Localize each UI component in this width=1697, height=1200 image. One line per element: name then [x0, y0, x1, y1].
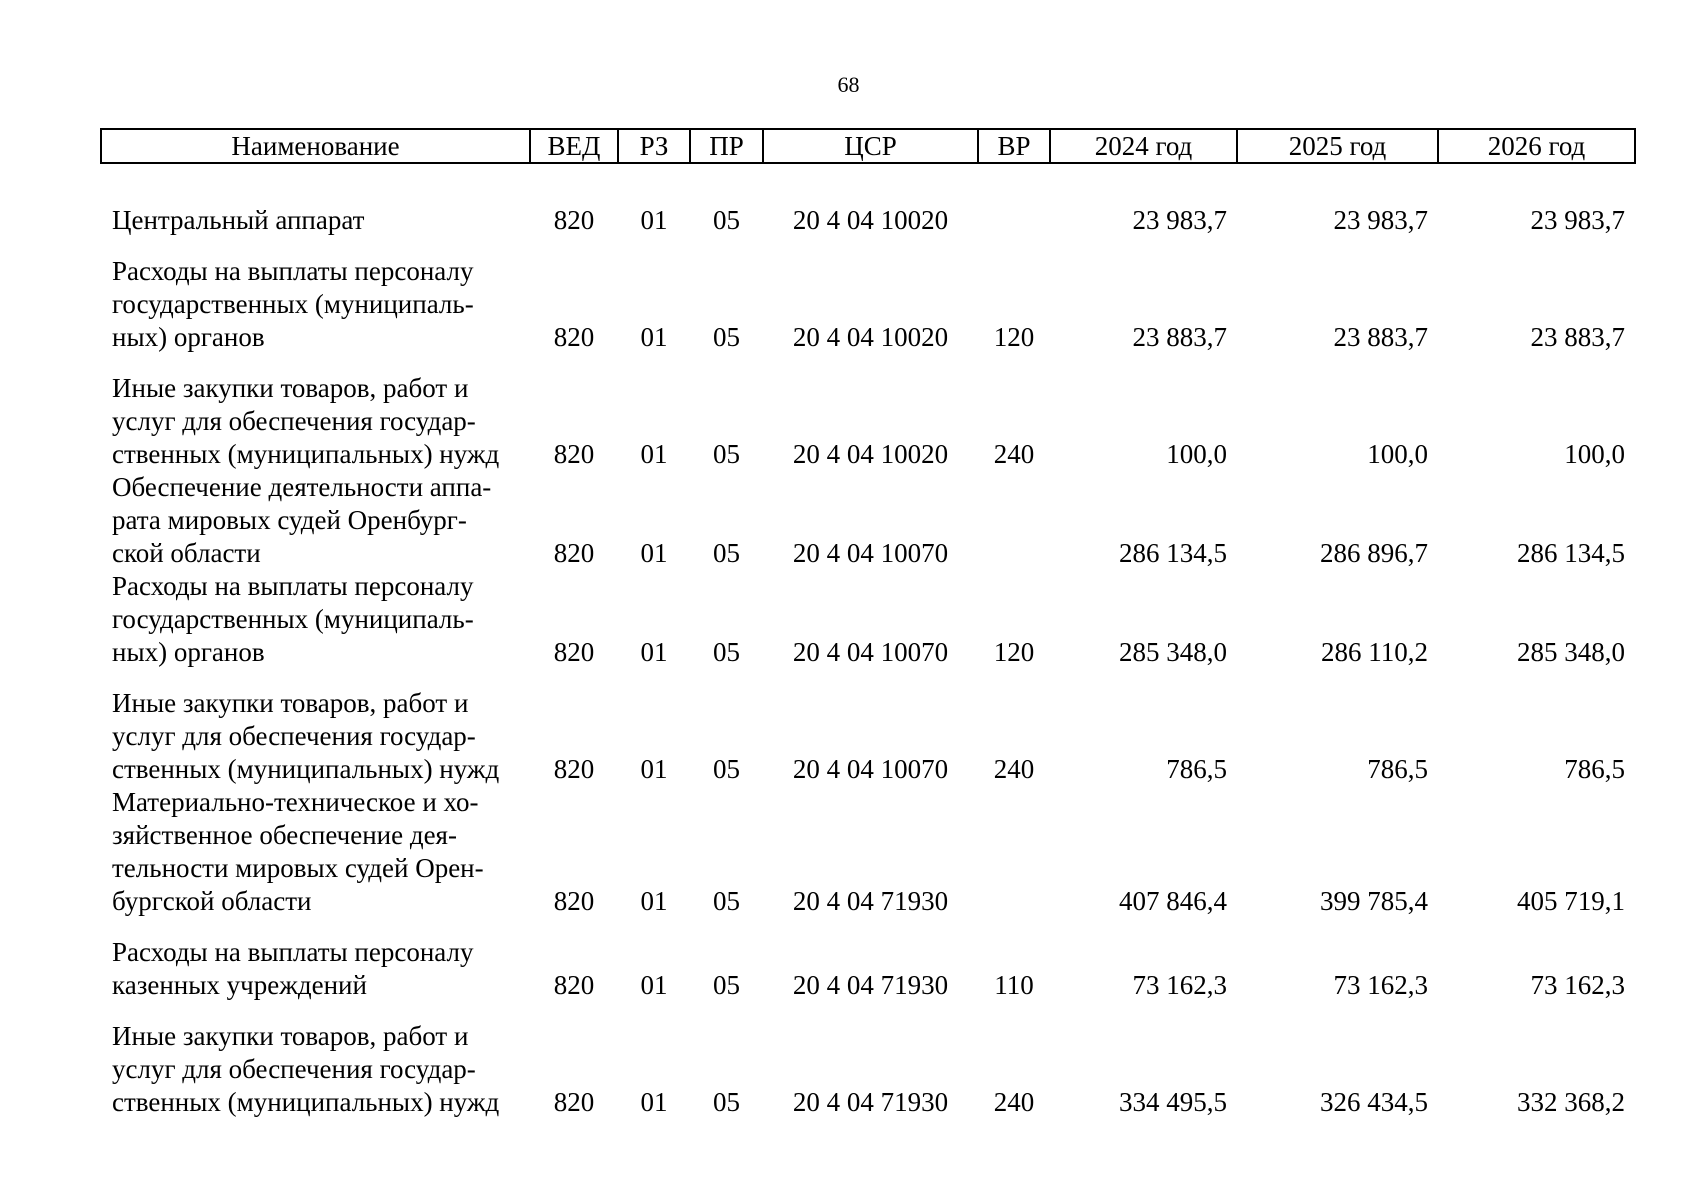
header-ved: ВЕД — [530, 129, 618, 163]
cell-csr: 20 4 04 10020 — [792, 322, 949, 352]
cell-2024: 23 983,7 — [1132, 205, 1227, 235]
cell-name: Иные закупки товаров, работ и услуг для обеспечения государ- ственных (муниципальных) нужд — [112, 373, 500, 469]
cell-2026: 405 719,1 — [1517, 886, 1625, 916]
table-row — [101, 918, 1635, 1002]
cell-pr: 05 — [713, 637, 740, 667]
cell-2024: 23 883,7 — [1132, 322, 1227, 352]
cell-pr: 05 — [713, 322, 740, 352]
cell-name: Иные закупки товаров, работ и услуг для обеспечения государ- ственных (муниципальных) нужд — [112, 688, 500, 784]
table-row — [101, 786, 1635, 918]
cell-csr: 20 4 04 71930 — [792, 970, 949, 1000]
cell-2025: 73 162,3 — [1333, 970, 1428, 1000]
cell-2025: 23 983,7 — [1333, 205, 1428, 235]
cell-ved: 820 — [553, 322, 595, 352]
cell-csr: 20 4 04 10070 — [792, 637, 949, 667]
cell-rz: 01 — [640, 205, 668, 235]
cell-pr: 05 — [713, 886, 740, 916]
cell-ved: 820 — [553, 637, 595, 667]
header-name: Наименование — [101, 129, 530, 163]
cell-ved: 820 — [553, 439, 595, 469]
page-number: 68 — [837, 72, 860, 97]
table-row — [101, 354, 1635, 471]
table-row — [101, 204, 1635, 237]
table-row — [101, 237, 1635, 354]
cell-pr: 05 — [713, 538, 740, 568]
cell-2026: 73 162,3 — [1530, 970, 1625, 1000]
cell-2024: 286 134,5 — [1119, 538, 1227, 568]
cell-rz: 01 — [640, 886, 668, 916]
cell-pr: 05 — [713, 970, 740, 1000]
cell-pr: 05 — [713, 205, 740, 235]
cell-pr: 05 — [713, 754, 740, 784]
cell-rz: 01 — [640, 970, 668, 1000]
cell-pr: 05 — [713, 1087, 740, 1117]
cell-2026: 23 983,7 — [1530, 205, 1625, 235]
table-row — [101, 1002, 1635, 1119]
cell-ved: 820 — [553, 754, 595, 784]
cell-csr: 20 4 04 10020 — [792, 439, 949, 469]
table-spacer — [101, 163, 1635, 204]
cell-2026: 285 348,0 — [1517, 637, 1625, 667]
cell-csr: 20 4 04 10070 — [792, 754, 949, 784]
cell-rz: 01 — [640, 439, 668, 469]
cell-2025: 286 110,2 — [1321, 637, 1428, 667]
header-pr: ПР — [690, 129, 763, 163]
cell-2024: 73 162,3 — [1132, 970, 1227, 1000]
cell-2026: 286 134,5 — [1517, 538, 1625, 568]
cell-2024: 334 495,5 — [1119, 1087, 1227, 1117]
cell-ved: 820 — [553, 970, 595, 1000]
header-rz: РЗ — [618, 129, 690, 163]
cell-2024: 786,5 — [1166, 754, 1227, 784]
cell-vr: 120 — [993, 637, 1035, 667]
cell-vr: 240 — [993, 754, 1035, 784]
cell-csr: 20 4 04 71930 — [792, 1087, 949, 1117]
cell-rz: 01 — [640, 322, 668, 352]
cell-2026: 332 368,2 — [1517, 1087, 1625, 1117]
cell-vr — [978, 471, 1050, 570]
cell-2025: 100,0 — [1367, 439, 1428, 469]
cell-vr — [978, 786, 1050, 918]
table-row — [101, 570, 1635, 669]
header-vr: ВР — [978, 129, 1050, 163]
header-2024: 2024 год — [1050, 129, 1237, 163]
cell-ved: 820 — [553, 205, 595, 235]
cell-csr: 20 4 04 10070 — [792, 538, 949, 568]
cell-name: Расходы на выплаты персоналу казенных учреждений — [112, 937, 474, 1000]
cell-2024: 285 348,0 — [1119, 637, 1227, 667]
cell-2025: 286 896,7 — [1320, 538, 1428, 568]
cell-name: Иные закупки товаров, работ и услуг для обеспечения государ- ственных (муниципальных) нужд — [112, 1021, 500, 1117]
cell-vr — [978, 204, 1050, 237]
cell-2024: 407 846,4 — [1119, 886, 1227, 916]
cell-pr: 05 — [713, 439, 740, 469]
cell-rz: 01 — [640, 538, 668, 568]
header-2025: 2025 год — [1237, 129, 1438, 163]
table-row — [101, 669, 1635, 786]
cell-vr: 110 — [994, 970, 1034, 1000]
cell-csr: 20 4 04 71930 — [792, 886, 949, 916]
cell-2025: 399 785,4 — [1320, 886, 1428, 916]
cell-name: Материально-техническое и хо- зяйственное обеспечение дея- тельности мировых судей Орен- бургской области — [112, 787, 484, 916]
cell-rz: 01 — [640, 637, 668, 667]
header-csr: ЦСР — [763, 129, 978, 163]
cell-csr: 20 4 04 10020 — [792, 205, 949, 235]
table-row — [101, 471, 1635, 570]
cell-ved: 820 — [553, 886, 595, 916]
table-header-row — [101, 129, 1635, 163]
cell-2024: 100,0 — [1166, 439, 1227, 469]
cell-2025: 786,5 — [1367, 754, 1428, 784]
cell-name: Расходы на выплаты персоналу государственных (муниципаль- ных) органов — [112, 571, 474, 667]
cell-vr: 120 — [993, 322, 1035, 352]
cell-2026: 786,5 — [1564, 754, 1625, 784]
header-2026: 2026 год — [1438, 129, 1635, 163]
cell-vr: 240 — [993, 1087, 1035, 1117]
cell-rz: 01 — [640, 754, 668, 784]
cell-name: Расходы на выплаты персоналу государственных (муниципаль- ных) органов — [112, 256, 474, 352]
cell-2025: 326 434,5 — [1320, 1087, 1428, 1117]
cell-2026: 100,0 — [1564, 439, 1625, 469]
cell-name: Обеспечение деятельности аппа- рата мировых судей Оренбург- ской области — [112, 472, 492, 568]
cell-rz: 01 — [640, 1087, 668, 1117]
budget-table — [100, 128, 1636, 1119]
cell-vr: 240 — [993, 439, 1035, 469]
cell-2025: 23 883,7 — [1333, 322, 1428, 352]
cell-ved: 820 — [553, 1087, 595, 1117]
cell-name: Центральный аппарат — [112, 205, 365, 235]
cell-2026: 23 883,7 — [1530, 322, 1625, 352]
cell-ved: 820 — [553, 538, 595, 568]
